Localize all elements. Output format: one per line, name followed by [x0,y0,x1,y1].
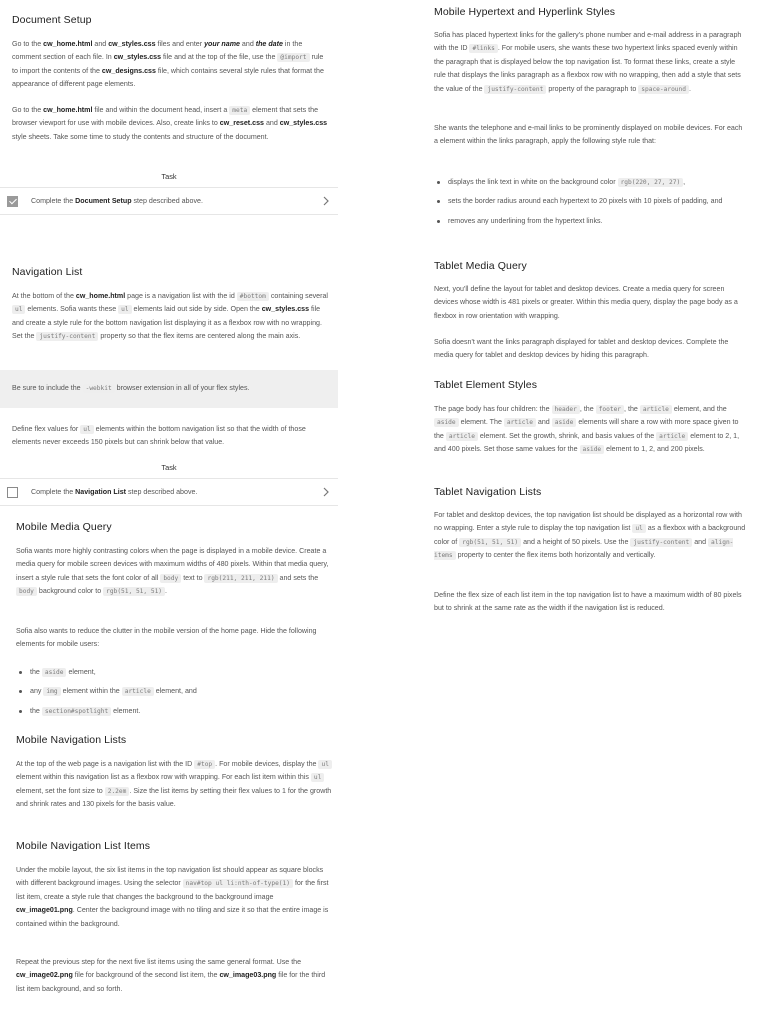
list-item: the aside element, [16,666,332,679]
bullet-list [434,176,746,228]
section-title: Tablet Media Query [434,260,527,272]
section-title: Document Setup [12,14,92,26]
paragraph: Sofia doesn't want the links paragraph displayed for tablet and desktop devices. Complete the media query for tablet and desktop devices by hiding this paragraph. [434,338,729,360]
section-title: Tablet Navigation Lists [434,486,542,498]
paragraph: Define flex values for ul elements within the bottom navigation list so that the width of those elements never exceeds 150 pixels but can shrink below that value. [12,425,306,447]
paragraph: Under the mobile layout, the six list items in the top navigation list should appear as square blocks with different background images. Using the selector nav#top ul li:nth-of-type(1) for the first list item, create a style rule that changes the background to the background image cw_image01.png. Center the background image with no tiling and size it so that the entire image is contained within the background. [16,866,329,928]
paragraph: Repeat the previous step for the next five list items using the same general format. Use the cw_image02.png file for background of the second list item, the cw_image03.png file for the third list item background, and so forth. [16,958,326,993]
section-title: Mobile Hypertext and Hyperlink Styles [434,6,616,18]
paragraph: Go to the cw_home.html and cw_styles.css files and enter your name and the date in the comment section of each file. In cw_styles.css file and at the top of the file, use the @import rule to import the contents of the cw_designs.css file, which contains several style rules that format the appearance of different page elements. [12,40,324,89]
paragraph: Sofia has placed hypertext links for the gallery's phone number and e-mail address in a paragraph with the ID #links . For mobile users, she wants these two hypertext links spaced evenly within the paragraph that is displayed below the top navigation list. To format these links, create a style rule that displays the links paragraph as a flexbox row with no wrapping, then add a style that sets the value of the justify-content property of the paragraph to space-around . [434,31,742,93]
section-title: Mobile Navigation List Items [16,840,151,852]
section-title: Mobile Navigation Lists [16,734,127,746]
chevron-right-icon[interactable] [322,487,330,497]
section-title: Mobile Media Query [16,521,112,533]
paragraph: The page body has four children: the header , the footer , the article element, and the aside element. The article and aside elements will share a row with more space given to the article element. Set the growth, shrink, and basis values of the article element to 2, 1, and 400 pixels. Set those same values for the aside element to 1, 2, and 200 pixels. [434,405,740,454]
bullet-list [16,666,332,718]
chevron-right-icon[interactable] [322,196,330,206]
checkbox-icon[interactable] [7,487,18,498]
paragraph: At the bottom of the cw_home.html page is a navigation list with the id #bottom containing several ul elements. Sofia wants these ul elements laid out side by side. Open the cw_styles.css file and create a style rule for the bottom navigation list displaying it as a flexbox row with no wrapping. Set the justify-content property so that the flex items are centered along the main axis. [12,292,329,341]
task-text: Complete the Navigation List step described above. [31,488,198,496]
task-label: Task [161,172,177,181]
list-item: any img element within the article element, and [16,685,332,698]
paragraph: Define the flex size of each list item in the top navigation list to have a maximum width of 80 pixels but to shrink at the same rate as the width if the navigation list is reduced. [434,591,742,613]
paragraph: Sofia also wants to reduce the clutter in the mobile version of the home page. Hide the following elements for mobile users: [16,627,317,649]
list-item: the section#spotlight element. [16,705,332,718]
task-row-navigation-list[interactable] [0,478,338,506]
paragraph: She wants the telephone and e-mail links to be prominently displayed on mobile devices. For each a element within the links paragraph, apply the following style rule that: [434,124,743,146]
list-item: removes any underlining from the hypertext links. [434,215,746,228]
paragraph: Go to the cw_home.html file and within the document head, insert a meta element that sets the browser viewport for use with mobile devices. Also, create links to cw_reset.css and cw_styles.css style sheets. Take some time to study the contents and structure of the document. [12,106,328,141]
paragraph: Sofia wants more highly contrasting colors when the page is displayed in a mobile device. Create a media query for mobile screen devices with maximum widths of 480 pixels. Within that media query, insert a style rule that sets the font color of all body text to rgb(211, 211, 211) and sets the body background color to rgb(51, 51, 51) . [16,547,329,596]
paragraph: At the top of the web page is a navigation list with the ID #top . For mobile devices, display the ul element within this navigation list as a flexbox row with wrapping. For each list item within this ul element, set the font size to 2.2em . Size the list items by setting their flex values to 1 for the growth and shrink rates and 130 pixels for the basis value. [16,760,332,809]
section-title: Navigation List [12,266,83,278]
task-label: Task [161,463,177,472]
paragraph: For tablet and desktop devices, the top navigation list should be displayed as a horizontal row with no wrapping. Enter a style rule to display the top navigation list ul as a flexbox with a background color of rgb(51, 51, 51) and a height of 50 pixels. Use the justify-content and align-items property to center the flex items both horizontally and vertically. [434,511,746,560]
task-text: Complete the Document Setup step described above. [31,197,203,205]
note-text: Be sure to include the -webkit browser extension in all of your flex styles. [12,384,250,392]
list-item: displays the link text in white on the background color rgb(220, 27, 27) , [434,176,746,189]
section-title: Tablet Element Styles [434,379,538,391]
note-box [0,370,338,408]
paragraph: Next, you'll define the layout for tablet and desktop devices. Create a media query for screen devices whose width is 481 pixels or greater. Within this media query, display the page body as a flexbox in row orientation with wrapping. [434,285,738,320]
checkbox-icon[interactable] [7,196,18,207]
task-row-document-setup[interactable] [0,187,338,215]
list-item: sets the border radius around each hypertext to 20 pixels with 10 pixels of padding, and [434,195,746,208]
